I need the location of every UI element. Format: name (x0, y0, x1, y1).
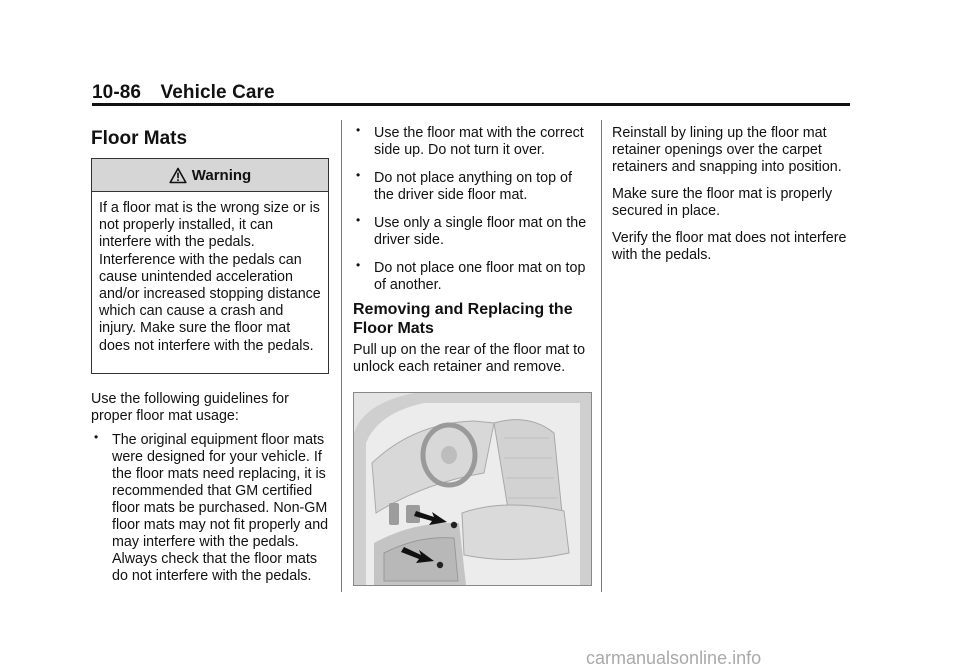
warning-triangle-icon (169, 167, 187, 184)
page-number: 10-86 (92, 82, 142, 103)
paragraph: Reinstall by lining up the floor mat retainer openings over the carpet retainers and snapping into position. (612, 125, 842, 175)
guideline-list-1 (91, 432, 329, 585)
section-title: Floor Mats (91, 128, 188, 149)
page-header (92, 82, 850, 104)
reinstall-text (612, 125, 857, 264)
header-rule (92, 103, 850, 106)
warning-header (92, 159, 328, 192)
removal-paragraph: Pull up on the rear of the floor mat to unlock each retainer and remove. (353, 342, 586, 375)
list-item: • The original equipment floor mats were designed for your vehicle. If the floor mats need replacing, it is recommended that GM certified floor mats be purchased. Non-GM floor mats may not fit properly and may interfere with the pedals. Always check that the floor mats do not interfere with the pedals. (91, 432, 329, 585)
section-name: Vehicle Care (160, 82, 275, 103)
column-divider (601, 120, 602, 592)
paragraph: Make sure the floor mat is properly secured in place. (612, 186, 833, 219)
intro-paragraph: Use the following guidelines for proper floor mat usage: (91, 391, 289, 424)
list-item: • Do not place one floor mat on top of another. (353, 260, 589, 294)
list-item: • Use only a single floor mat on the driver side. (353, 215, 589, 249)
subheading: Removing and Replacing the Floor Mats (353, 301, 573, 337)
floor-mat-illustration (353, 392, 592, 586)
list-item: • Do not place anything on top of the driver side floor mat. (353, 170, 589, 204)
warning-label: Warning (191, 166, 252, 184)
warning-box (91, 158, 329, 374)
guideline-list-2 (353, 125, 589, 294)
paragraph: Verify the floor mat does not interfere with the pedals. (612, 230, 847, 263)
column-divider (341, 120, 342, 592)
watermark: carmanualsonline.info (586, 648, 762, 668)
warning-text: If a floor mat is the wrong size or is not properly installed, it can interfere with the pedals. Interference with the pedals can cause unintended acceleration and/or increased stopping distance which can cause a crash and injury. Make sure the floor mat does not interfere with the pedals. (99, 200, 321, 354)
list-item: • Use the floor mat with the correct side up. Do not turn it over. (353, 125, 589, 159)
